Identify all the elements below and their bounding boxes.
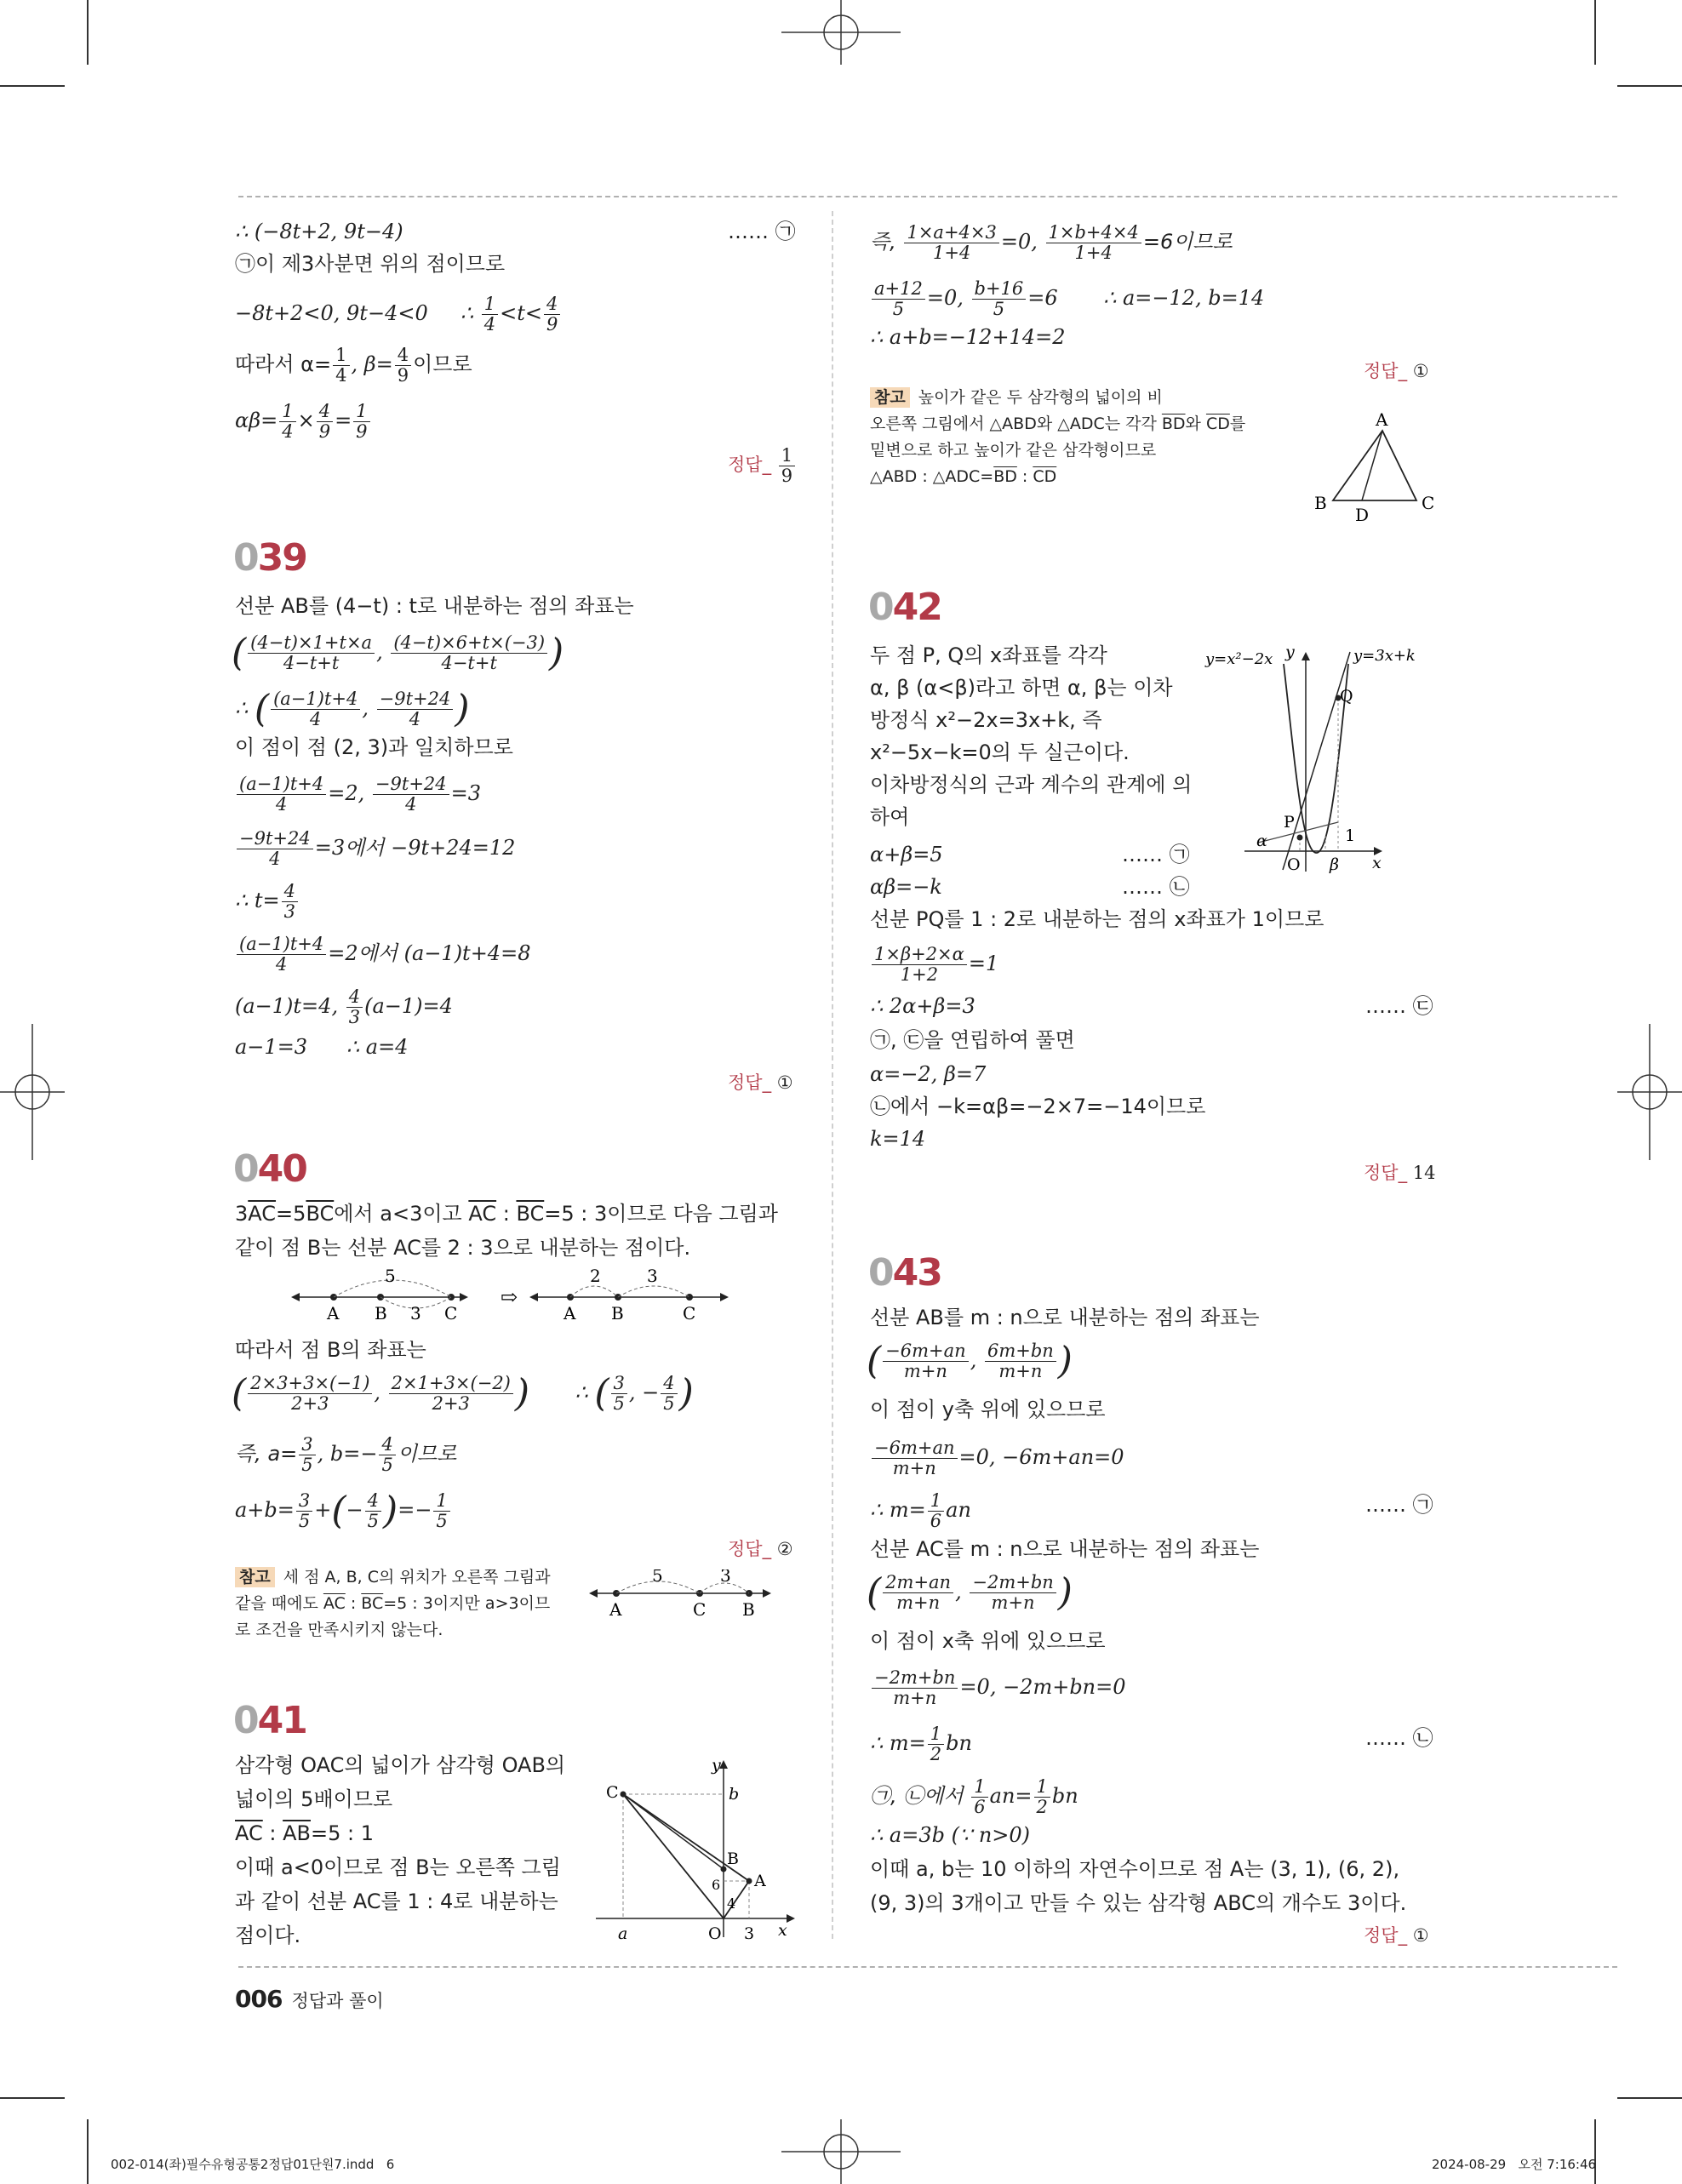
seg-ac: $\overline{AC}$: [248, 1202, 277, 1226]
p039-line5: [235, 775, 481, 815]
p042-line9: 선분 PQ를 1 : 2로 내분하는 점의 x좌표가 1이므로: [870, 907, 1324, 931]
problem-number-040: 040: [233, 1147, 306, 1191]
p039-line1: 선분 AB를 (4−t) : t로 내분하는 점의 좌표는: [235, 594, 634, 618]
p038-alpha-text: 따라서 α=: [235, 352, 332, 376]
footer-date: 2024-08-29 오전 7:16:46: [1432, 2157, 1597, 2172]
p042-marker1: …… ㉠: [1122, 843, 1190, 866]
p039-line9: [235, 987, 453, 1027]
p043-line6: 선분 AC를 m : n으로 내분하는 점의 좌표는: [870, 1537, 1260, 1561]
svg-text:B: B: [611, 1303, 624, 1324]
p043-line10: ∴ m= $\frac{1}{2}$ bn: [870, 1724, 972, 1764]
registration-mark-bottom: [773, 2119, 909, 2184]
column-divider: [832, 211, 833, 1939]
p043-line4: $\frac{-6m+an}{m+n}$ =0, −6m+an=0: [870, 1438, 1124, 1478]
answer-value: ②: [776, 1539, 793, 1559]
bottom-divider: [238, 1966, 1617, 1968]
svg-text:6: 6: [712, 1877, 721, 1893]
p041-line2: 넓이의 5배이므로: [235, 1787, 393, 1811]
problem-number-042: 042: [868, 586, 941, 629]
p038-frac-b: $\frac{4}{9}$: [317, 402, 333, 442]
p042-marker3: …… ㉢: [1365, 994, 1433, 1018]
p038-ineq: −8t+2<0, 9t−4<0: [235, 301, 428, 325]
p041-line4: 이때 a<0이므로 점 B는 오른쪽 그림: [235, 1855, 561, 1879]
fig-label-5: 5: [385, 1266, 396, 1286]
svg-text:5: 5: [652, 1569, 663, 1586]
svg-text:O: O: [1287, 855, 1301, 874]
page-footer: [235, 1985, 384, 2013]
p043-line1: 선분 AB를 m : n으로 내분하는 점의 좌표는: [870, 1306, 1260, 1329]
p039-eq8: ∴ a=4: [346, 1035, 409, 1059]
p039-eq7: a−1=3: [235, 1035, 308, 1059]
p042-graph-figure: [1202, 640, 1432, 878]
p042-line15: k=14: [870, 1127, 926, 1151]
p038-lt: <t<: [500, 301, 543, 325]
p038-times: ×: [297, 409, 315, 432]
p039-frac-x2: $\frac{(a-1)t+4}{4}$: [271, 689, 360, 729]
svg-text:A: A: [754, 1872, 766, 1890]
p043-line5: ∴ m= $\frac{1}{6}$ an: [870, 1490, 971, 1531]
seg-bc: $\overline{BC}$: [306, 1202, 335, 1226]
p038-marker: …… ㉠: [728, 220, 796, 243]
arrow-icon: ⇨: [501, 1285, 518, 1309]
paren-close: ): [549, 631, 564, 675]
problem-number-039: 039: [233, 536, 306, 580]
p042-line4: x²−5x−k=0의 두 실근이다.: [870, 740, 1130, 764]
registration-mark-left: [0, 1024, 65, 1160]
p039-line2: ( $\frac{(4-t)\times 1+t\times a}{4-t+t}$ , $\frac{(4-t)\times 6+t\times(-3)}{4-t+t}$ ): [232, 631, 564, 675]
svg-text:A: A: [564, 1303, 576, 1324]
svg-text:C: C: [683, 1303, 696, 1324]
p042-line12: ㉠, ㉢을 연립하여 풀면: [870, 1028, 1075, 1052]
p043-line8: 이 점이 x축 위에 있으므로: [870, 1629, 1106, 1653]
registration-mark-right: [1617, 1024, 1682, 1160]
p039-line6: [235, 829, 515, 869]
p039-eq1: =2,: [328, 781, 365, 805]
p041-line5: 과 같이 선분 AC를 1 : 4로 내분하는: [235, 1890, 558, 1913]
p041-coordinate-figure: [587, 1753, 800, 1941]
p039-eq2: =3: [450, 781, 482, 805]
answer-label: 정답_: [728, 455, 772, 475]
svg-text:3: 3: [744, 1924, 755, 1941]
crop-mark: [1594, 0, 1596, 65]
note-badge: 참고: [235, 1567, 275, 1587]
svg-text:D: D: [1355, 505, 1370, 523]
p038-line5: [235, 402, 372, 442]
svg-text:x: x: [1372, 854, 1382, 872]
p038-line3: [235, 294, 562, 334]
p042-line3: 방정식 x²−2x=3x+k, 즉: [870, 708, 1102, 732]
p040-note-figure: [587, 1569, 775, 1621]
p038-beta-text: , β=: [351, 352, 393, 376]
crop-mark: [87, 0, 89, 65]
svg-text:a: a: [618, 1924, 628, 1941]
p040-line3: 따라서 점 B의 좌표는: [235, 1338, 426, 1362]
p043-answer: 정답_ ①: [1364, 1925, 1429, 1946]
svg-text:α: α: [1256, 832, 1267, 850]
p041-right-line2: $\frac{a+12}{5}$ =0, $\frac{b+16}{5}$ =6 ∴ a=−12, b=14: [870, 279, 1264, 319]
p040-line1: $3\overline{AC}=5\overline{BC}$에서 a<3이고 $\overline{AC}$ : $\overline{BC}=5$ : 3이므로 다음 그림과: [235, 1202, 778, 1226]
p040-frac-rx: $\frac{3}{5}$: [611, 1374, 627, 1414]
p038-line1: ∴ (−8t+2, 9t−4): [235, 220, 403, 243]
p038-ending: 이므로: [413, 352, 472, 376]
p039-line7: [235, 882, 300, 922]
p042-line7: α+β=5: [870, 843, 943, 866]
answer-value: ①: [1412, 361, 1429, 381]
paren-open: (: [232, 631, 247, 675]
p040-line2: 같이 점 B는 선분 AC를 2 : 3으로 내분하는 점이다.: [235, 1236, 691, 1260]
answer-value: ①: [776, 1072, 793, 1093]
p041-right-line3: ∴ a+b=−12+14=2: [870, 325, 1066, 349]
p039-line10: [235, 1033, 408, 1061]
p043-line12: ∴ a=3b (∵ n>0): [870, 1823, 1031, 1847]
p039-frac-43: $\frac{4}{3}$: [346, 987, 363, 1027]
svg-text:C: C: [606, 1783, 619, 1802]
p043-line3: 이 점이 y축 위에 있으므로: [870, 1398, 1106, 1421]
fig-label-3b: 3: [647, 1266, 658, 1286]
p039-eq3: =3에서 −9t+24=12: [314, 836, 516, 860]
p039-frac-y: $\frac{(4-t)\times 6+t\times(-3)}{4-t+t}$: [391, 633, 547, 673]
p038-frac-a: $\frac{1}{4}$: [279, 402, 295, 442]
p040-frac-y: $\frac{2\times 1+3\times(-2)}{2+3}$: [389, 1374, 513, 1414]
p042-line14: ㉡에서 −k=αβ=−2×7=−14이므로: [870, 1095, 1206, 1118]
crop-mark: [1617, 2097, 1682, 2099]
answer-value: 14: [1412, 1163, 1436, 1183]
p040-sum-eq: =−: [398, 1498, 432, 1522]
p042-line13: α=−2, β=7: [870, 1062, 987, 1086]
p040-a-eq: 즉, a=: [235, 1442, 298, 1466]
p038-answer: [728, 446, 797, 486]
p038-line4: [235, 346, 472, 386]
registration-mark-top: [773, 0, 909, 65]
p043-line14: (9, 3)의 3개이고 만들 수 있는 삼각형 ABC의 개수도 3이다.: [870, 1891, 1407, 1915]
p043-line7: ( $\frac{2m+an}{m+n}$ , $\frac{-2m+bn}{m+n}$ ): [867, 1570, 1073, 1615]
p042-line10: $\frac{1\times\beta+2\times\alpha}{1+2}$ =1: [870, 945, 998, 985]
svg-text:B: B: [1314, 493, 1327, 513]
answer-value: ①: [1412, 1925, 1429, 1946]
p039-frac-x: $\frac{(4-t)\times 1+t\times a}{4-t+t}$: [248, 633, 375, 673]
p039-line3: ∴ ( $\frac{(a-1)t+4}{4}$ , $\frac{-9t+24}{4}$ ): [235, 687, 470, 731]
p038-frac-4-9: $\frac{4}{9}$: [544, 294, 560, 334]
crop-mark: [0, 2097, 65, 2099]
page-number: 006: [235, 1985, 283, 2013]
p040-b-eq: , b=−: [317, 1442, 378, 1466]
p043-line13: 이때 a, b는 10 이하의 자연수이므로 점 A는 (3, 1), (6, 2),: [870, 1857, 1400, 1881]
svg-text:y=x²−2x: y=x²−2x: [1205, 650, 1273, 668]
p042-line11: ∴ 2α+β=3: [870, 994, 975, 1018]
footer-file: 002-014(좌)필수유형공통2정답01단원7.indd 6: [111, 2157, 395, 2172]
p041-triangle-figure: [1306, 407, 1442, 523]
p039-frac-x3: $\frac{(a-1)t+4}{4}$: [237, 775, 326, 815]
p040-line5: 즉, a= $\frac{3}{5}$ , b=− $\frac{4}{5}$ 이므로: [235, 1434, 457, 1475]
p042-line2: α, β (α<β)라고 하면 α, β는 이차: [870, 676, 1173, 700]
p043-line11: ㉠, ㉡에서 $\frac{1}{6}$ an= $\frac{1}{2}$ bn: [870, 1776, 1078, 1817]
p042-answer: 정답_ 14: [1364, 1163, 1436, 1183]
p041-line3: $\overline{AC}$ : $\overline{AB}=5$ : 1: [235, 1821, 374, 1845]
svg-text:y: y: [1285, 643, 1295, 661]
p038-ab: αβ=: [235, 409, 278, 432]
p040-frac-ry: $\frac{4}{5}$: [661, 1374, 677, 1414]
p039-t: ∴ t=: [235, 889, 280, 912]
p040-ending: 이므로: [397, 1442, 457, 1466]
p042-line1: 두 점 P, Q의 x좌표를 각각: [870, 643, 1107, 667]
svg-text:y: y: [712, 1756, 721, 1775]
svg-text:C: C: [1422, 493, 1435, 513]
svg-text:β: β: [1330, 855, 1339, 874]
p043-marker1: …… ㉠: [1365, 1493, 1433, 1517]
p040-line4: ( $\frac{2\times 3+3\times(-1)}{2+3}$ , $\frac{2\times 1+3\times(-2)}{2+3}$ ) ∴ ( $\frac{3}{5}$ , − $\frac{4}{5}$ ): [232, 1371, 694, 1415]
svg-text:C: C: [693, 1599, 707, 1620]
p040-line6: a+b= $\frac{3}{5}$ +(− $\frac{4}{5}$ )=− $\frac{1}{5}$: [235, 1491, 452, 1531]
p041-line6: 점이다.: [235, 1924, 301, 1947]
fig-label-b: B: [375, 1303, 387, 1324]
svg-text:x: x: [778, 1921, 787, 1940]
p038-frac-result: $\frac{1}{9}$: [353, 402, 369, 442]
therefore: ∴: [235, 696, 249, 720]
p043-line2: ( $\frac{-6m+an}{m+n}$ , $\frac{6m+bn}{m+n}$ ): [867, 1339, 1073, 1383]
p038-frac-beta: $\frac{4}{9}$: [395, 346, 411, 386]
p043-marker2: …… ㉡: [1365, 1726, 1433, 1750]
problem-number-043: 043: [868, 1251, 941, 1295]
p041-line1: 삼각형 OAC의 넓이가 삼각형 OAB의: [235, 1753, 566, 1777]
svg-text:O: O: [708, 1924, 722, 1941]
svg-text:P: P: [1284, 813, 1295, 832]
fig-label-c: C: [444, 1303, 458, 1324]
p041-answer: 정답_ ①: [1364, 361, 1429, 381]
p039-frac-x5: $\frac{(a-1)t+4}{4}$: [237, 935, 326, 975]
p040-sum: a+b=: [235, 1498, 295, 1522]
svg-text:A: A: [1376, 409, 1388, 430]
crop-mark: [1617, 85, 1682, 87]
p043-line9: $\frac{-2m+bn}{m+n}$ =0, −2m+bn=0: [870, 1668, 1126, 1708]
p039-frac-y3: $\frac{-9t+24}{4}$: [373, 775, 449, 815]
p042-line8: αβ=−k: [870, 875, 942, 899]
p038-frac-1-4: $\frac{1}{4}$: [482, 294, 498, 334]
p039-frac-y4: $\frac{-9t+24}{4}$: [237, 829, 313, 869]
svg-text:4: 4: [727, 1895, 736, 1912]
svg-text:A: A: [609, 1599, 622, 1620]
p039-eq4: =2에서 (a−1)t+4=8: [328, 941, 531, 965]
p042-line5: 이차방정식의 근과 계수의 관계에 의: [870, 773, 1193, 797]
p038-answer-frac: $\frac{1}{9}$: [779, 446, 795, 486]
p040-number-line-figure: [289, 1266, 732, 1324]
p038-eq: =: [335, 409, 352, 432]
p038-frac-alpha: $\frac{1}{4}$: [333, 346, 349, 386]
svg-text:Q: Q: [1340, 687, 1353, 706]
p039-answer: 정답_ ①: [728, 1072, 793, 1093]
svg-text:B: B: [727, 1850, 739, 1868]
svg-text:1: 1: [1345, 826, 1356, 845]
svg-text:b: b: [729, 1785, 740, 1804]
p039-frac-t: $\frac{4}{3}$: [282, 882, 298, 922]
svg-text:y=3x+k: y=3x+k: [1353, 647, 1416, 665]
crop-mark: [87, 2119, 89, 2184]
p041-right-line1: 즉, $\frac{1\times a+4\times 3}{1+4}$ =0, $\frac{1\times b+4\times 4}{1+4}$ =6이므로: [870, 222, 1233, 263]
p038-line2: ㉠이 제3사분면 위의 점이므로: [235, 252, 506, 276]
note-badge: 참고: [870, 387, 910, 408]
fig-label-2: 2: [590, 1266, 601, 1286]
p039-line8: [235, 935, 530, 975]
svg-text:3: 3: [720, 1569, 731, 1586]
top-divider: [238, 196, 1617, 197]
fig-label-3: 3: [410, 1303, 421, 1324]
p042-marker2: …… ㉡: [1122, 875, 1190, 899]
p040-frac-x: $\frac{2\times 3+3\times(-1)}{2+3}$: [248, 1374, 372, 1414]
p039-eq6: (a−1)=4: [364, 994, 453, 1018]
p039-line4: 이 점이 점 (2, 3)과 일치하므로: [235, 735, 513, 759]
problem-number-041: 041: [233, 1699, 306, 1742]
fig-label-a: A: [327, 1303, 340, 1324]
p039-eq5: (a−1)t=4,: [235, 994, 339, 1018]
p042-line6: 하여: [870, 805, 910, 829]
crop-mark: [0, 85, 65, 87]
p040-note: 참고 세 점 A, B, C의 위치가 오른쪽 그림과 같을 때에도 $\overline{AC}$ : $\overline{BC}=5$ : 3이지만 a>3이므 로 조건을 만족시키지 않는다.: [235, 1568, 551, 1639]
p039-frac-y2: $\frac{-9t+24}{4}$: [377, 689, 454, 729]
page-title: 정답과 풀이: [291, 1991, 384, 2011]
p040-answer: 정답_ ②: [728, 1539, 793, 1559]
svg-text:B: B: [742, 1599, 755, 1620]
p041-note: 참고 높이가 같은 두 삼각형의 넓이의 비 오른쪽 그림에서 △ABD와 △ADC는 각각 $\overline{BD}$와 $\overline{CD}$를 밑변으로 하고 높이가 같은 삼각형이므로 △ABD : $\triangle ADC=\overline{BD}$ : $\overline{CD}$: [870, 388, 1246, 486]
crop-mark: [1594, 2119, 1596, 2184]
p038-therefore: ∴: [460, 301, 474, 325]
